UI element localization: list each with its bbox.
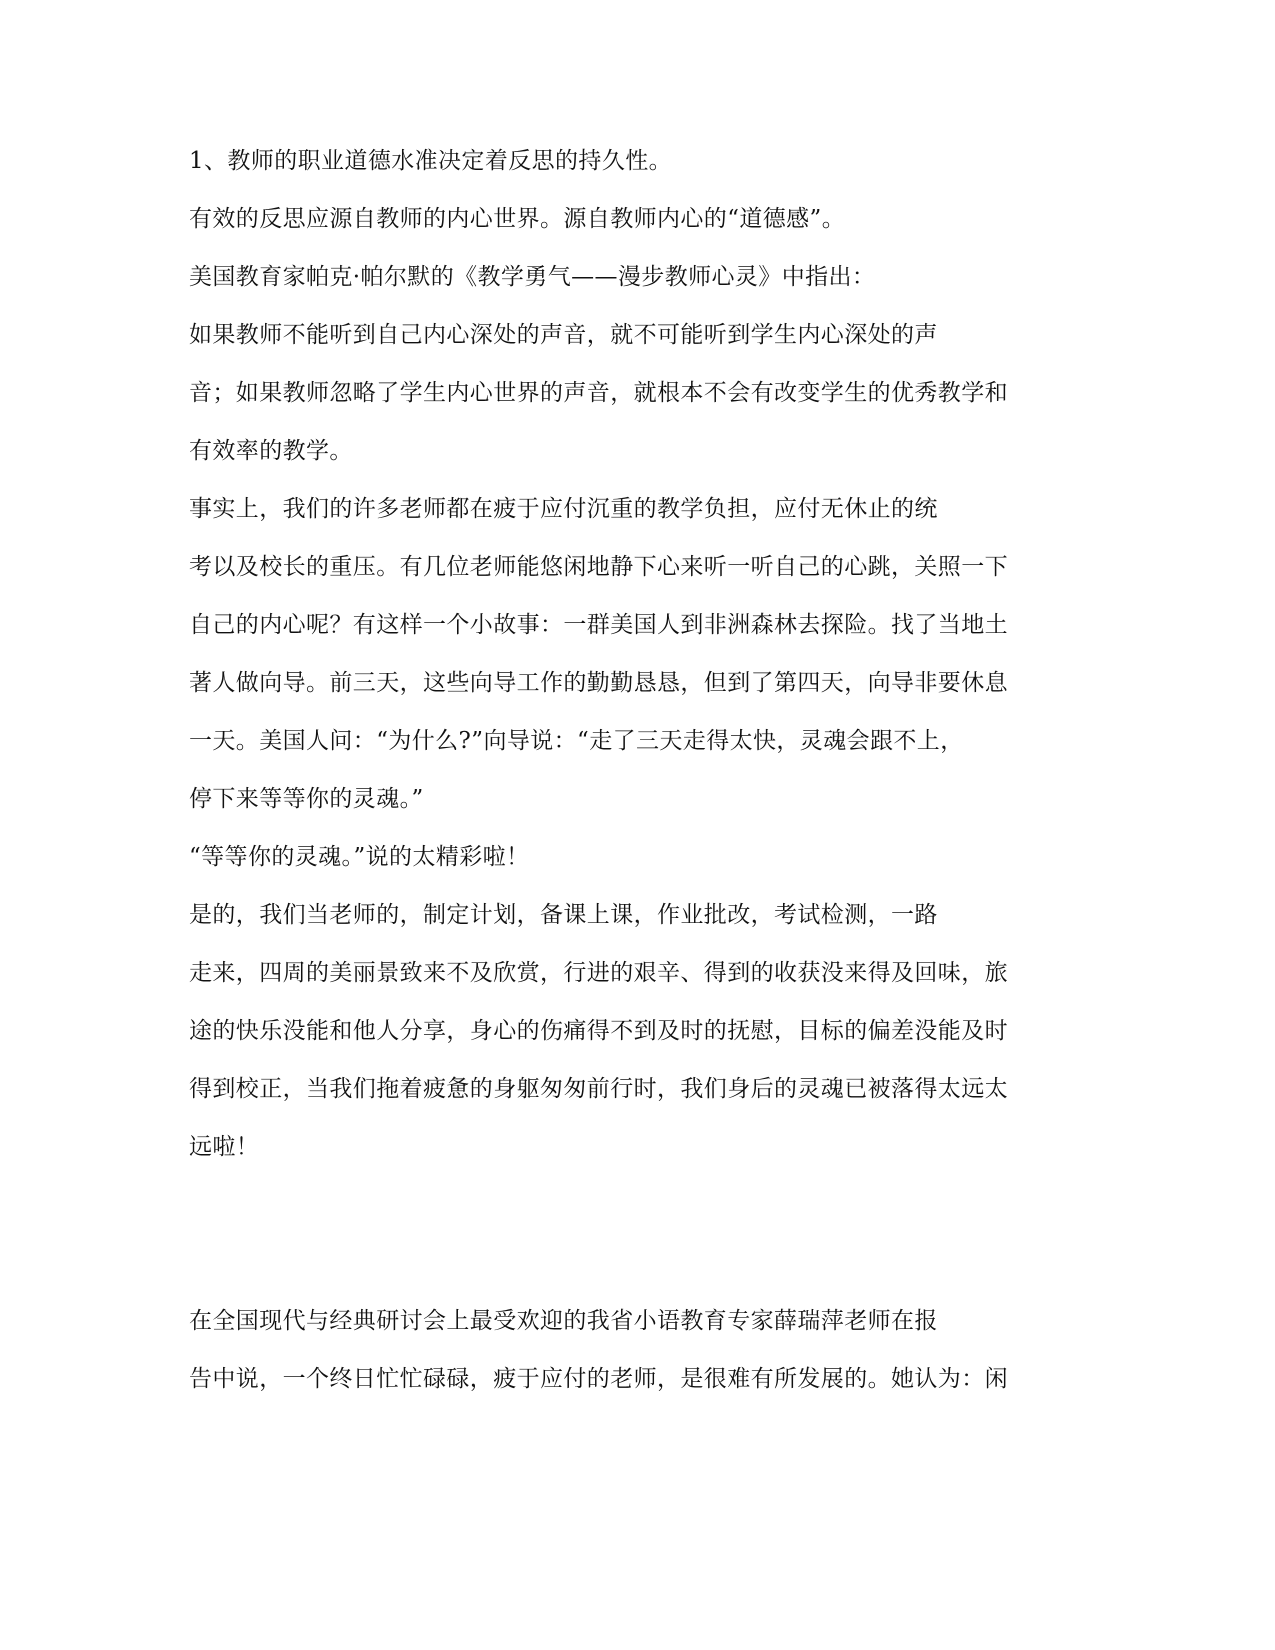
text-line: 得到校正，当我们拖着疲惫的身躯匆匆前行时，我们身后的灵魂已被落得太远太: [189, 1076, 1008, 1102]
text-line: 自己的内心呢？有这样一个小故事：一群美国人到非洲森林去探险。找了当地土: [189, 612, 1008, 638]
text-line: 著人做向导。前三天，这些向导工作的勤勤恳恳，但到了第四天，向导非要休息: [189, 670, 1008, 696]
text-line: 美国教育家帕克·帕尔默的《教学勇气——漫步教师心灵》中指出：: [189, 264, 876, 290]
text-line: 走来，四周的美丽景致来不及欣赏，行进的艰辛、得到的收获没来得及回味，旅: [189, 960, 1008, 986]
text-line: 有效率的教学。: [189, 438, 353, 464]
text-line: 有效的反思应源自教师的内心世界。源自教师内心的“道德感”。: [189, 206, 846, 232]
text-line: 事实上，我们的许多老师都在疲于应付沉重的教学负担，应付无休止的统: [189, 496, 938, 522]
text-line: 远啦！: [189, 1134, 260, 1160]
text-line: 1、教师的职业道德水准决定着反思的持久性。: [189, 148, 673, 174]
text-line: 如果教师不能听到自己内心深处的声音，就不可能听到学生内心深处的声: [189, 322, 938, 348]
text-line: “等等你的灵魂。”说的太精彩啦！: [189, 844, 530, 870]
text-line: 在全国现代与经典研讨会上最受欢迎的我省小语教育专家薛瑞萍老师在报: [189, 1308, 938, 1334]
text-line: 是的，我们当老师的，制定计划，备课上课，作业批改，考试检测，一路: [189, 902, 938, 928]
text-line: 考以及校长的重压。有几位老师能悠闲地静下心来听一听自己的心跳，关照一下: [189, 554, 1008, 580]
text-line: 音；如果教师忽略了学生内心世界的声音，就根本不会有改变学生的优秀教学和: [189, 380, 1008, 406]
text-line: 一天。美国人问：“为什么?”向导说：“走了三天走得太快，灵魂会跟不上，: [189, 728, 964, 754]
text-line: 告中说，一个终日忙忙碌碌，疲于应付的老师，是很难有所发展的。她认为：闲: [189, 1366, 1008, 1392]
text-line: 停下来等等你的灵魂。”: [189, 786, 424, 812]
text-line: 途的快乐没能和他人分享，身心的伤痛得不到及时的抚慰，目标的偏差没能及时: [189, 1018, 1008, 1044]
